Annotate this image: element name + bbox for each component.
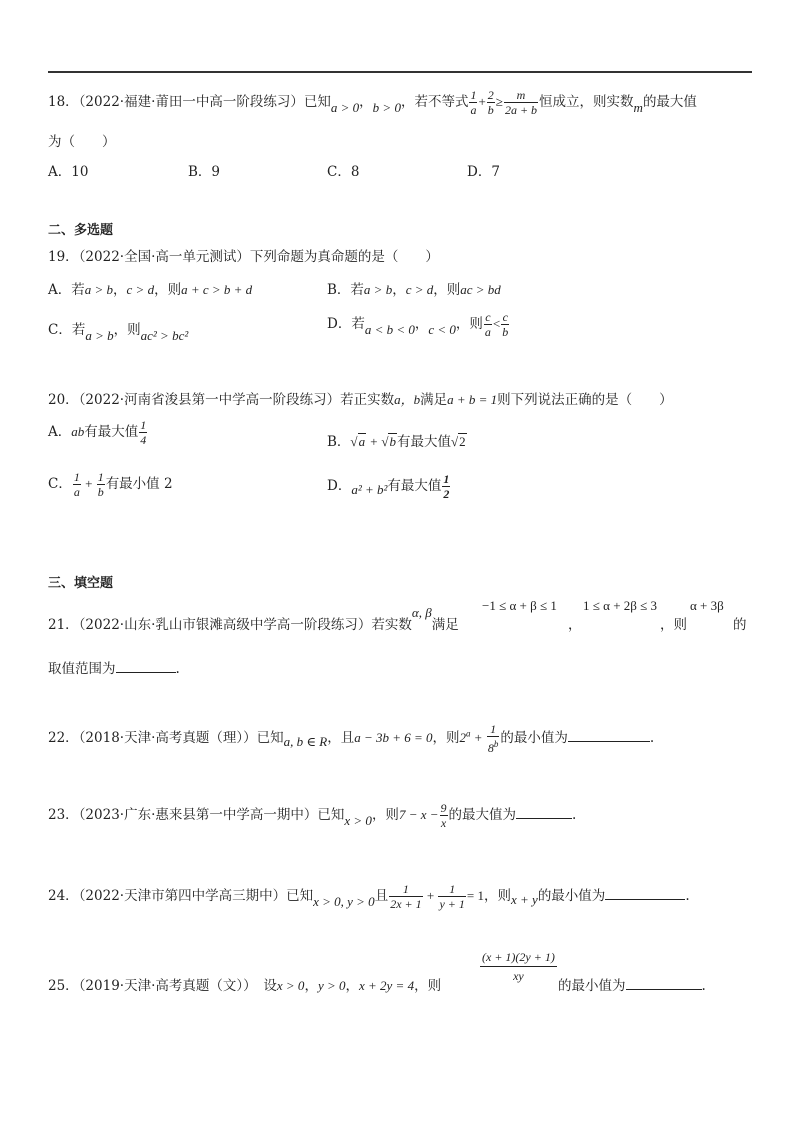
q21-source: （2022·山东·乳山市银滩高级中学高一阶段练习）若实数 xyxy=(78,617,412,633)
q18-frac3: $\frac{m}{2a + b}$ xyxy=(504,88,538,117)
q21-expr: α + 3β xyxy=(690,598,724,613)
q18-option-a: A．10 xyxy=(48,164,89,180)
q23-source: （2023·广东·惠来县第一中学高一期中）已知 xyxy=(78,807,345,823)
q19-option-a: A．若a > b，c > d，则a + c > b + d xyxy=(48,282,253,298)
q18-text1: ，若不等式 xyxy=(400,94,469,110)
q22-number: 22． xyxy=(48,730,79,746)
q23-number: 23． xyxy=(48,807,79,823)
q21-comma: ， xyxy=(568,617,582,633)
q20-option-d: D．a² + b²有最大值 $\frac{1}{2}$ xyxy=(327,472,450,501)
question-20: 20．（2022·河南省浚县第一中学高一阶段练习）若正实数a，b满足a + b = 1则下列说法正确的是（ ） xyxy=(48,392,673,408)
q25-tail: 的最小值为 . xyxy=(558,978,706,994)
q18-frac2: $\frac{2}{b}$ xyxy=(487,88,494,117)
q21-text2: ，则 xyxy=(660,617,687,633)
q25-fraction: $\frac{(x + 1)(2y + 1)}{xy}$ xyxy=(482,950,555,983)
q25-source: （2019·天津·高考真题（文）） 设 xyxy=(78,978,277,994)
q21-number: 21． xyxy=(48,617,79,633)
q18-cond-a: a > 0 xyxy=(330,100,360,115)
q21-cond1: −1 ≤ α + β ≤ 1 xyxy=(482,598,557,613)
question-22: 22．（2018·天津·高考真题（理））已知a, b ∈ R，且a − 3b + 6 = 0，则$2^a$ + $\frac{1}{8^b}$ 的最小值为 . xyxy=(48,722,655,755)
q21-cond2: 1 ≤ α + 2β ≤ 3 xyxy=(583,598,658,613)
section-heading-multi-choice: 二、多选题 xyxy=(48,223,114,238)
question-21: 21．（2022·山东·乳山市银滩高级中学高一阶段练习）若实数α, β满足 xyxy=(48,605,459,633)
q21-text3: 的 xyxy=(733,617,747,633)
q20-number: 20． xyxy=(48,392,79,408)
q19-d-frac2: $\frac{c}{b}$ xyxy=(502,310,509,339)
q24-answer-blank[interactable] xyxy=(605,886,685,900)
q18-text2: 恒成立，则实数 xyxy=(539,94,634,110)
q18-text3: 的最大值 xyxy=(642,94,697,110)
q20-option-a: A．ab有最大值 $\frac{1}{4}$ xyxy=(48,418,147,447)
q18-option-b: B．9 xyxy=(188,164,221,180)
q22-answer-blank[interactable] xyxy=(568,728,650,742)
q19-option-d: D．若a < b < 0，c < 0，则 $\frac{c}{a}$ < $\frac{c}{b}$ xyxy=(327,310,509,339)
q18-cond-b: b > 0 xyxy=(372,100,401,115)
q18-source: （2022·福建·莆田一中高一阶段练习）已知 xyxy=(78,94,331,110)
section-heading-fill-blank: 三、填空题 xyxy=(48,576,114,591)
q25-answer-blank[interactable] xyxy=(626,976,702,990)
q22-source: （2018·天津·高考真题（理））已知 xyxy=(78,730,284,746)
q25-number: 25． xyxy=(48,978,79,994)
q20-option-b: B．√a + √b有最大值√2 xyxy=(327,434,466,450)
q18-line2: 为（ ） xyxy=(48,134,116,150)
q20-option-c: C． $\frac{1}{a}$ + $\frac{1}{b}$ 有最小值 2 xyxy=(48,470,173,499)
q18-frac1: $\frac{1}{a}$ xyxy=(470,88,477,117)
q19-option-b: B．若a > b，c > d，则ac > bd xyxy=(327,282,501,298)
top-rule xyxy=(48,71,752,73)
question-23: 23．（2023·广东·惠来县第一中学高一期中）已知x > 0，则7 − x − $\frac{9}{x}$ 的最大值为 . xyxy=(48,801,577,830)
question-19 xyxy=(48,245,439,265)
q20-source: （2022·河南省浚县第一中学高一阶段练习）若正实数 xyxy=(78,392,395,408)
q18-number: 18． xyxy=(48,94,79,110)
q18-var-m: m xyxy=(633,100,643,115)
q18-option-d: D．7 xyxy=(467,164,500,180)
q21-line2: 取值范围为 . xyxy=(48,661,180,677)
question-24: 24．（2022·天津市第四中学高三期中）已知x > 0, y > 0且 $\frac{1}{2x + 1}$ + $\frac{1}{y + 1}$ = 1，则x + y的最小值为 . xyxy=(48,882,690,911)
question-25: 25．（2019·天津·高考真题（文）） 设x > 0，y > 0，x + 2y = 4，则 xyxy=(48,978,442,994)
q24-number: 24． xyxy=(48,888,79,904)
q23-answer-blank[interactable] xyxy=(516,805,572,819)
q18-option-c: C．8 xyxy=(327,164,360,180)
q19-number: 19． xyxy=(48,249,79,265)
q19-source: （2022·全国·高一单元测试）下列命题为真命题的是（ ） xyxy=(78,249,439,265)
q19-option-c: C．若a > b，则ac² > bc² xyxy=(48,322,189,343)
q19-d-frac1: $\frac{c}{a}$ xyxy=(484,310,491,339)
q24-source: （2022·天津市第四中学高三期中）已知 xyxy=(78,888,314,904)
question-18: 18．（2022·福建·莆田一中高一阶段练习）已知a > 0，b > 0，若不等式 $\frac{1}{a}$ + $\frac{2}{b}$ ≥ $\frac{m}{2a + b}$ 恒成立，则实数m的最大值 xyxy=(48,88,697,117)
q21-answer-blank[interactable] xyxy=(116,659,176,673)
